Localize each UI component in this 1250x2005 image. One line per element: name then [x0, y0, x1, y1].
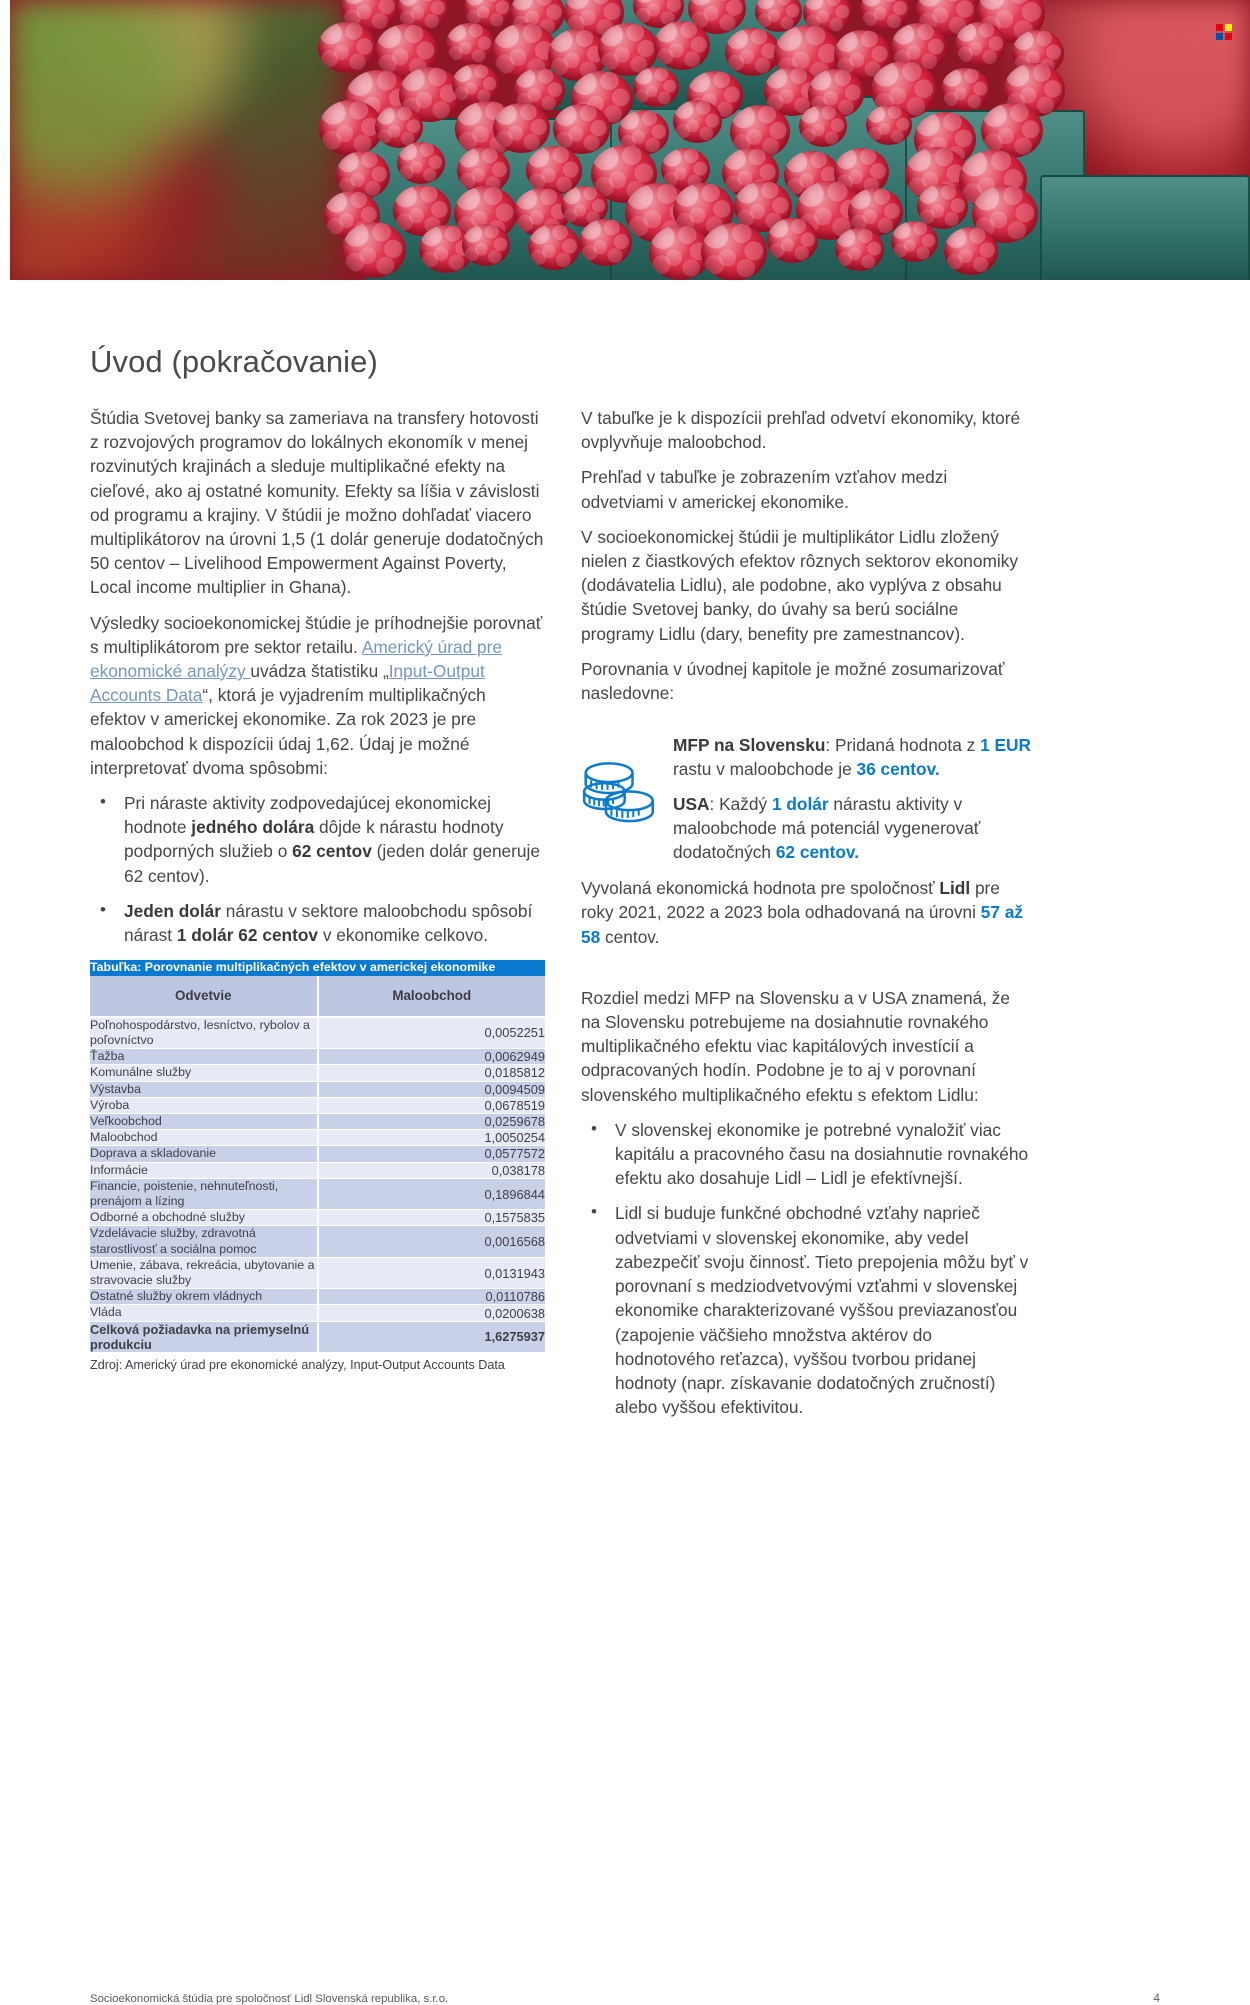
right-column [581, 406, 1033, 1430]
bullet-bold: 1 dolár 62 centov [176, 925, 319, 946]
table-cell-value: 0,0094509 [318, 1081, 546, 1097]
text-after-link: “, ktorá je vyjadrením multiplikačných efektov v americkej ekonomike. Za rok 2023 je pre maloobchod k dispozícii údaj 1,62. Údaj je možné interpretovať dvoma spôsobmi: [90, 685, 486, 778]
text-segment: pre roky 2021, 2022 a 2023 bola odhadovaná na úrovni [581, 878, 1000, 923]
table-cell-value: 0,038178 [318, 1162, 546, 1178]
callout-label-usa: USA [673, 793, 710, 814]
table-cell-sector: Financie, poistenie, nehnuteľnosti, prenájom a lízing [90, 1178, 318, 1209]
callout-text-block [673, 733, 1033, 864]
callout-text: nárastu aktivity v maloobchode má potenciál vygenerovať dodatočných [673, 793, 981, 863]
table-cell-total-label: Celková požiadavka na priemyselnú produkciu [90, 1321, 318, 1352]
bullet-text: v ekonomike celkovo. [318, 925, 489, 946]
bullet-text: (jeden dolár generuje 62 centov). [124, 841, 540, 886]
callout-line-usa [673, 792, 1033, 865]
accent-57-58: 57 až 58 [581, 902, 1023, 947]
lidl-logo-mark [1216, 24, 1232, 40]
list-item [90, 791, 546, 888]
raspberry [941, 68, 990, 111]
table-cell-value: 0,1575835 [318, 1210, 546, 1226]
table-row [90, 1130, 545, 1146]
raspberry [944, 227, 998, 275]
callout-accent-1dolar: 1 dolár [771, 793, 829, 814]
multiplier-table [90, 960, 545, 1353]
table-cell-value: 0,0052251 [318, 1017, 546, 1049]
table-header-row [90, 976, 545, 1017]
table-cell-value: 0,0259678 [318, 1113, 546, 1129]
paragraph-multiplier-composition: V socioekonomickej štúdii je multiplikátor Lidlu zložený nielen z čiastkových efektov rôznych sektorov ekonomiky (dodávatelia Lidlu), ale podobne, ako vyplýva z obsahu štúdie Svetovej banky, do úvahy sa berú sociálne programy Lidlu (dary, benefity pre zamestnancov). [581, 526, 1019, 644]
callout-accent-62centov: 62 centov. [775, 842, 860, 863]
table-row [90, 1065, 545, 1081]
list-item: • Lidl si buduje funkčné obchodné vzťahy naprieč odvetviami v slovenskej ekonomike, aby vedel zabezpečiť svoju činnosť. Tieto prepojenia môžu byť v porovnaní s medziodvetvovými vzťahmi v slovenskej ekonomike charakterizované vyššou previazanosťou (zapojenie väčšieho množstva aktérov do hodnotového reťazca), vyššou tvorbou pridanej hodnoty (napr. získavanie dodatočných zručností) alebo vyššou efektivitou. [581, 1201, 1033, 1419]
table-cell-sector: Poľnohospodárstvo, lesníctvo, rybolov a poľovníctvo [90, 1017, 318, 1049]
raspberry [654, 21, 710, 70]
table-row [90, 1178, 545, 1209]
bullet-bold: 62 centov [292, 841, 372, 862]
table-row [90, 1097, 545, 1113]
raspberry [799, 105, 847, 147]
table-row [90, 1017, 545, 1049]
raspberry [673, 100, 722, 143]
callout-text: : Pridaná hodnota z [825, 735, 981, 756]
table-cell-value: 1,0050254 [318, 1130, 546, 1146]
raspberry [493, 103, 550, 153]
link-bea[interactable]: Americký úrad pre ekonomické analýzy [90, 636, 503, 682]
table-cell-value: 0,0110786 [318, 1289, 546, 1305]
text-middle: uvádza štatistiku „ [250, 661, 389, 682]
raspberry [767, 218, 818, 263]
table-cell-value: 0,0185812 [318, 1065, 546, 1081]
table-total-row [90, 1321, 545, 1352]
bullet-text: dôjde k nárastu hodnoty podporných služieb o [124, 817, 504, 862]
table-cell-sector: Maloobchod [90, 1130, 318, 1146]
paragraph-relations: Prehľad v tabuľke je zobrazením vzťahov medzi odvetviami v americkej ekonomike. [581, 467, 948, 512]
bullet-text: Pri náraste aktivity zodpovedajúcej ekonomickej hodnote [124, 793, 491, 838]
table-cell-value: 0,0131943 [318, 1257, 546, 1288]
list-item: • V slovenskej ekonomike je potrebné vynaložiť viac kapitálu a pracovného času na dosiahnutie rovnakého efektu ako dosahuje Lidl – Lidl je efektívnejší. [581, 1118, 1033, 1191]
table-cell-value: 0,0678519 [318, 1097, 546, 1113]
punnet-topright [1040, 175, 1250, 280]
table-cell-sector: Doprava a skladovanie [90, 1146, 318, 1162]
table-row [90, 1081, 545, 1097]
page-title: Úvod (pokračovanie) [90, 344, 378, 379]
table-row [90, 1210, 545, 1226]
table-cell-sector: Vzdelávacie služby, zdravotná starostlivosť a sociálna pomoc [90, 1226, 318, 1257]
raspberry [579, 219, 632, 266]
table-caption-row [90, 960, 545, 976]
callout-text: : Každý [709, 793, 772, 814]
bullet-bold: Jeden dolár [124, 900, 221, 921]
paragraph-lidl-value [581, 876, 1033, 949]
table-caption: Tabuľka: Porovnanie multiplikačných efektov v americkej ekonomike [90, 960, 545, 976]
text-segment: Vyvolaná ekonomická hodnota pre spoločnosť [581, 878, 940, 899]
table-cell-sector: Výroba [90, 1097, 318, 1113]
link-io-accounts-data[interactable]: Input-Output Accounts Data [90, 661, 485, 706]
right-bullet-list [581, 1118, 1033, 1419]
raspberry [955, 22, 1006, 67]
list-item [90, 899, 546, 947]
raspberry [891, 221, 938, 262]
table-row [90, 1289, 545, 1305]
table-cell-sector: Ostatné služby okrem vládnych [90, 1289, 318, 1305]
table-cell-sector: Vláda [90, 1305, 318, 1321]
paragraph-worldbank: Štúdia Svetovej banky sa zameriava na transfery hotovosti z rozvojových programov do lokálnych ekonomík v menej rozvinutých krajinách a sleduje multiplikačné efekty na cieľové, ako aj ostatné komunity. Efekty sa líšia v závislosti od programu a krajiny. V štúdii je možno dohľadať viacero multiplikátorov na úrovni 1,5 (1 dolár generuje dodatočných 50 centov – Livelihood Empowerment Against Poverty, Local income multiplier in Ghana). [90, 408, 544, 598]
column-header-odvetvie: Odvetvie [90, 976, 318, 1017]
raspberry [319, 100, 383, 156]
table-cell-total-value: 1,6275937 [318, 1321, 546, 1352]
table-cell-value: 0,0577572 [318, 1146, 546, 1162]
bullet-bold: jedného dolára [191, 817, 315, 838]
table-row [90, 1162, 545, 1178]
raspberry [446, 23, 494, 65]
table-cell-sector: Komunálne služby [90, 1065, 318, 1081]
table-cell-value: 0,0200638 [318, 1305, 546, 1321]
text-segment: centov. [600, 926, 660, 947]
paragraph-difference: Rozdiel medzi MFP na Slovensku a v USA znamená, že na Slovensku potrebujeme na dosiahnutie rovnakého multiplikačného efektu viac kapitálových investícií a odpracovaných hodín. Podobne je to aj v porovnaní slovenského multiplikačného efektu s efektom Lidlu: [581, 987, 1011, 1105]
spacer [581, 960, 1033, 986]
table-cell-sector: Veľkoobchod [90, 1113, 318, 1129]
raspberry [725, 28, 780, 76]
bullet-text: nárastu v sektore maloobchodu spôsobí nárast [124, 900, 533, 946]
table-cell-value: 0,1896844 [318, 1178, 546, 1209]
left-column [90, 406, 546, 1373]
left-bullet-list [90, 791, 546, 947]
table-cell-sector: Výstavba [90, 1081, 318, 1097]
paragraph-overview: V tabuľke je k dispozícii prehľad odvetví ekonomiky, ktoré ovplyvňuje maloobchod. [581, 408, 1021, 453]
page-footer [0, 1992, 1250, 2005]
callout-line-mfp-slovensko [673, 733, 1033, 781]
hero-left-blur [10, 0, 340, 280]
table-row [90, 1146, 545, 1162]
table-row [90, 1305, 545, 1321]
table-row [90, 1113, 545, 1129]
text-before-link: Výsledky socioekonomickej štúdie je príhodnejšie porovnať s multiplikátorom pre sektor retailu. [90, 612, 543, 657]
callout-label-mfp: MFP na Slovensku [673, 735, 826, 756]
callout-accent-36centov: 36 centov. [856, 759, 940, 780]
paragraph-bea-links [90, 611, 546, 780]
table-row [90, 1049, 545, 1065]
raspberry [528, 224, 580, 270]
table-cell-sector: Ťažba [90, 1049, 318, 1065]
callout-text: rastu v maloobchode je [673, 759, 857, 780]
raspberry [318, 22, 376, 73]
raspberry [633, 67, 679, 107]
raspberry [342, 222, 406, 278]
stacked-coins-icon [581, 733, 659, 834]
raspberry [397, 142, 445, 184]
table-source: Zdroj: Americký úrad pre ekonomické analýzy, Input-Output Accounts Data [90, 1358, 505, 1373]
table-row [90, 1257, 545, 1288]
table-cell-value: 0,0016568 [318, 1226, 546, 1257]
table-cell-sector: Umenie, zábava, rekreácia, ubytovanie a stravovacie služby [90, 1257, 318, 1288]
footer-text: Socioekonomická štúdia pre spoločnosť Lidl Slovenská republika, s.r.o. [90, 1993, 449, 2005]
raspberry [462, 224, 510, 266]
callout-accent-1eur: 1 EUR [980, 735, 1031, 756]
multiplier-table-wrapper [90, 960, 545, 1373]
column-header-maloobchod: Maloobchod [318, 976, 546, 1017]
paragraph-summary-intro: Porovnania v úvodnej kapitole je možné zosumarizovať nasledovne: [581, 658, 1005, 704]
table-cell-sector: Odborné a obchodné služby [90, 1210, 318, 1226]
hero-canvas [10, 0, 1250, 280]
page-number: 4 [1153, 1992, 1160, 2005]
table-cell-value: 0,0062949 [318, 1049, 546, 1065]
mfp-callout [581, 733, 1033, 864]
table-cell-sector: Informácie [90, 1162, 318, 1178]
raspberry [701, 223, 767, 280]
raspberry [452, 64, 499, 105]
bold-lidl: Lidl [939, 878, 971, 899]
table-row [90, 1226, 545, 1257]
hero-image [10, 0, 1250, 280]
raspberry [866, 105, 912, 145]
raspberry [835, 228, 884, 271]
